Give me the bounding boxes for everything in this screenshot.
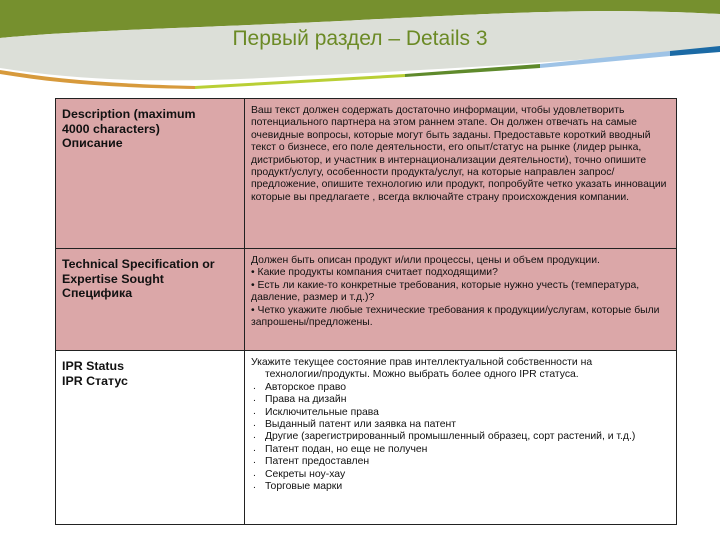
row-text — [245, 351, 677, 525]
label-line: Описание — [62, 136, 123, 151]
row-text — [245, 249, 677, 351]
list-item: . Исключительные права — [251, 407, 670, 419]
ipr-list — [251, 382, 670, 494]
list-item: . Патент предоставлен — [251, 456, 670, 468]
row-label — [56, 99, 245, 249]
label-line: Специфика — [62, 286, 133, 301]
intro-text: Укажите текущее состояние прав интеллектуальной собственности на — [251, 357, 593, 368]
bullet-line: • Четко укажите любые технические требования к продукции/услугам, которые были запрошены/предложены. — [251, 304, 660, 329]
list-item: . Другие (зарегистрированный промышленный образец, сорт растений, и т.д.) — [251, 431, 670, 443]
row-text: Ваш текст должен содержать достаточно информации, чтобы удовлетворить потенциального партнера на этом раннем этапе. Он должен отвечать на самые очевидные вопросы, которые могут быть заданы. Предоставьте короткий вводный текст о бизнесе, его поле деятельности, его опыт/статус на рынке (лидер рынка, дистрибьютор, и участник в интернационализации деятельности), точно опишите продукт/услугу, особенности продукта/услуг, на которые направлен запрос/предложение, опишите технологию или продукт, попробуйте четко указать инновации которые вы предлагаете , всегда включайте страну происхождения компании. — [245, 99, 677, 249]
table-row-ipr-status — [56, 351, 677, 525]
text-line: Должен быть описан продукт и/или процессы, цены и объем продукции. — [251, 255, 600, 266]
label-line: Technical Specification or — [62, 257, 215, 271]
label-line: Expertise Sought — [62, 271, 164, 286]
label-line: Description (maximum — [62, 107, 196, 121]
label-line: IPR Status — [62, 359, 124, 373]
list-item: . Секреты ноу-хау — [251, 469, 670, 481]
table-row-description — [56, 99, 677, 249]
list-item: . Авторское право — [251, 382, 670, 394]
bullet-line: • Какие продукты компания считает подходящими? — [251, 267, 498, 279]
list-item: . Выданный патент или заявка на патент — [251, 419, 670, 431]
list-item: . Патент подан, но еще не получен — [251, 444, 670, 456]
label-line: 4000 characters) — [62, 121, 160, 136]
details-table — [55, 98, 677, 525]
intro-text: технологии/продукты. Можно выбрать более одного IPR статуса. — [265, 369, 579, 381]
list-item: . Права на дизайн — [251, 394, 670, 406]
row-label — [56, 249, 245, 351]
row-label — [56, 351, 245, 525]
list-item: . Торговые марки — [251, 481, 670, 493]
page-title: Первый раздел – Details 3 — [232, 27, 488, 50]
bullet-line: • Есть ли какие-то конкретные требования, которые нужно учесть (температура, давление, размер и т.д.)? — [251, 279, 640, 304]
table-row-technical-specification — [56, 249, 677, 351]
label-line: IPR Статус — [62, 373, 128, 388]
